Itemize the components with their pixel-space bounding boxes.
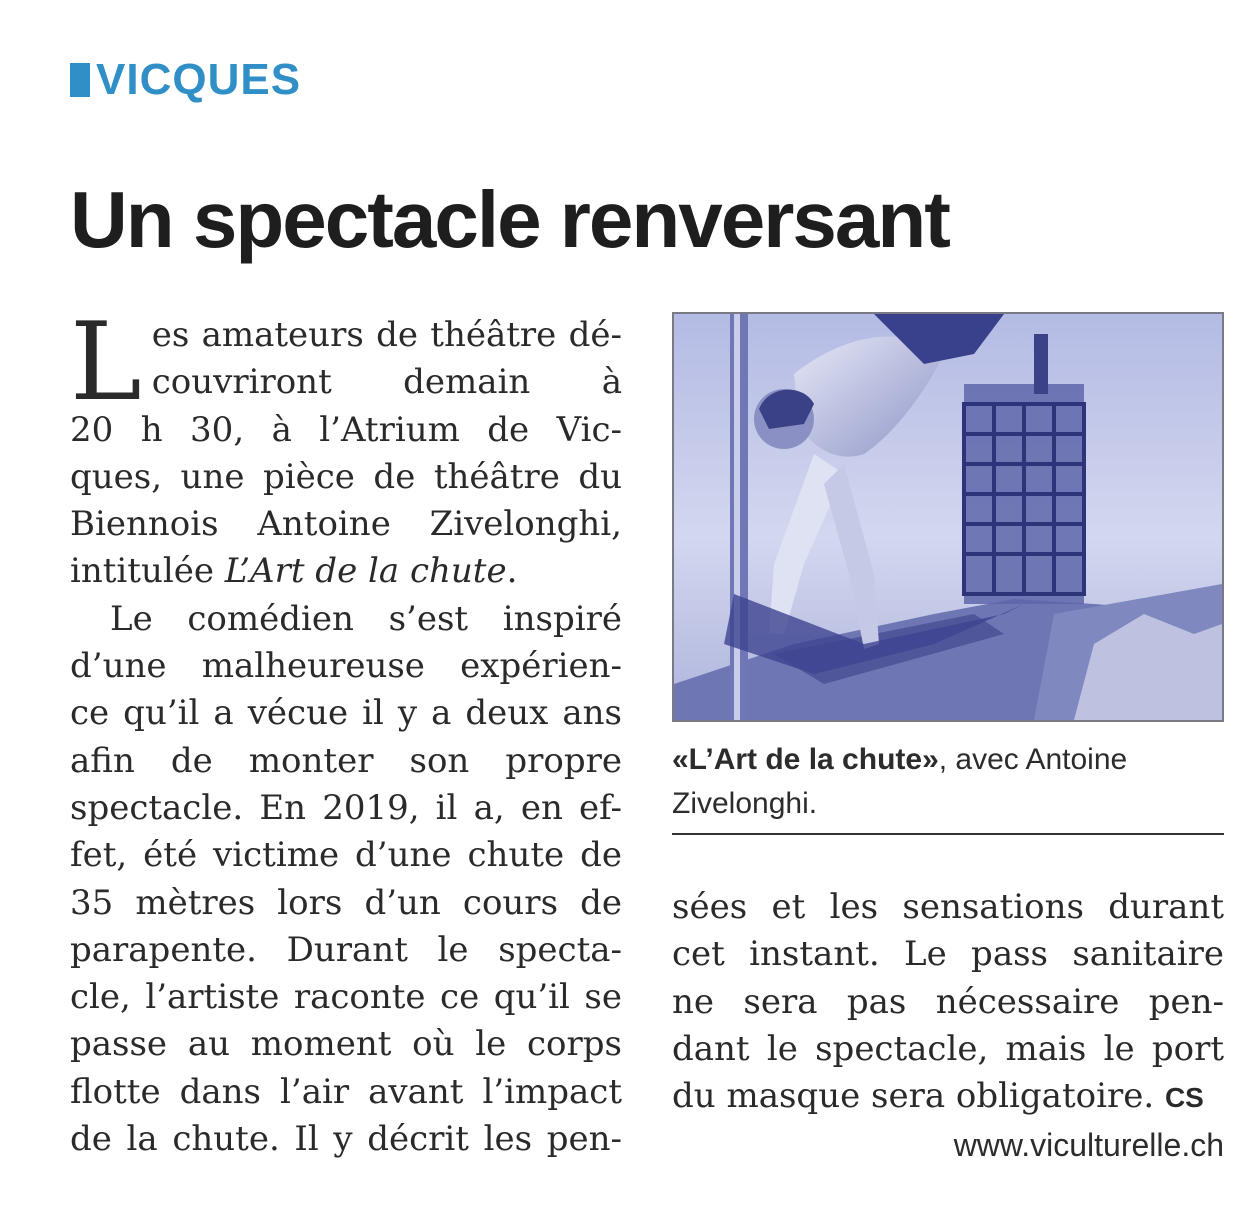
text-line: fet, été victime d’une chute de: [70, 835, 622, 876]
text-line: flotte dans l’air avant l’impact: [70, 1071, 622, 1112]
text-line: ne sera pas nécessaire pen-: [672, 981, 1224, 1022]
text-line: 35 mètres lors d’un cours de: [70, 882, 622, 923]
text-line: d’une malheureuse expérien-: [70, 646, 622, 687]
paragraph-2: [70, 596, 622, 1164]
text-line: couvriront demain à: [151, 362, 622, 403]
play-title: L’Art de la chute: [224, 551, 507, 592]
text-line: Biennois Antoine Zivelonghi,: [70, 504, 622, 545]
text-line: passe au moment où le corps: [70, 1024, 622, 1065]
text-fragment: du masque sera obligatoire.: [672, 1076, 1165, 1117]
performer-on-pole-photo-icon: [674, 314, 1222, 720]
text-line: parapente. Durant le specta-: [70, 929, 622, 970]
author-signature: CS: [1164, 1082, 1204, 1114]
text-line: dant le spectacle, mais le port: [672, 1028, 1224, 1069]
text-line: [672, 1073, 1224, 1121]
caption-title: «L’Art de la chute»: [672, 743, 939, 776]
drop-cap: L: [70, 300, 142, 425]
text-line: 20 h 30, à l’Atrium de Vic-: [70, 409, 622, 450]
article-body-right-column: [672, 884, 1224, 1121]
text-line: cet instant. Le pass sanitaire: [672, 934, 1224, 975]
photo-caption: [672, 738, 1224, 826]
text-line: Le comédien s’est inspiré: [110, 598, 622, 639]
article-body-left-column: [70, 300, 622, 1163]
text-line: es amateurs de théâtre dé-: [151, 315, 622, 355]
text-fragment: .: [506, 551, 518, 592]
text-line: cle, l’artiste raconte ce qu’il se: [70, 977, 622, 1018]
text-line: ques, une pièce de théâtre du: [70, 456, 622, 497]
website-link[interactable]: www.viculturelle.ch: [953, 1127, 1224, 1163]
kicker-label: VICQUES: [96, 55, 302, 104]
section-kicker: [70, 52, 301, 108]
article-headline: Un spectacle renversant: [70, 175, 949, 264]
kicker-square-icon: [70, 63, 90, 97]
text-line: afin de monter son propre: [70, 740, 622, 781]
text-line: de la chute. Il y décrit les pen-: [70, 1119, 622, 1160]
paragraph-1: [70, 300, 622, 596]
text-line: [70, 548, 622, 595]
text-line: ce qu’il a vécue il y a deux ans: [70, 693, 622, 734]
text-line: sées et les sensations durant: [672, 887, 1224, 927]
text-line: spectacle. En 2019, il a, en ef-: [70, 787, 622, 828]
article-photo: [672, 312, 1224, 722]
caption-divider: [672, 833, 1224, 835]
text-fragment: intitulée: [70, 551, 225, 592]
caption-text: , avec Antoine Zivelonghi.: [672, 743, 1128, 820]
